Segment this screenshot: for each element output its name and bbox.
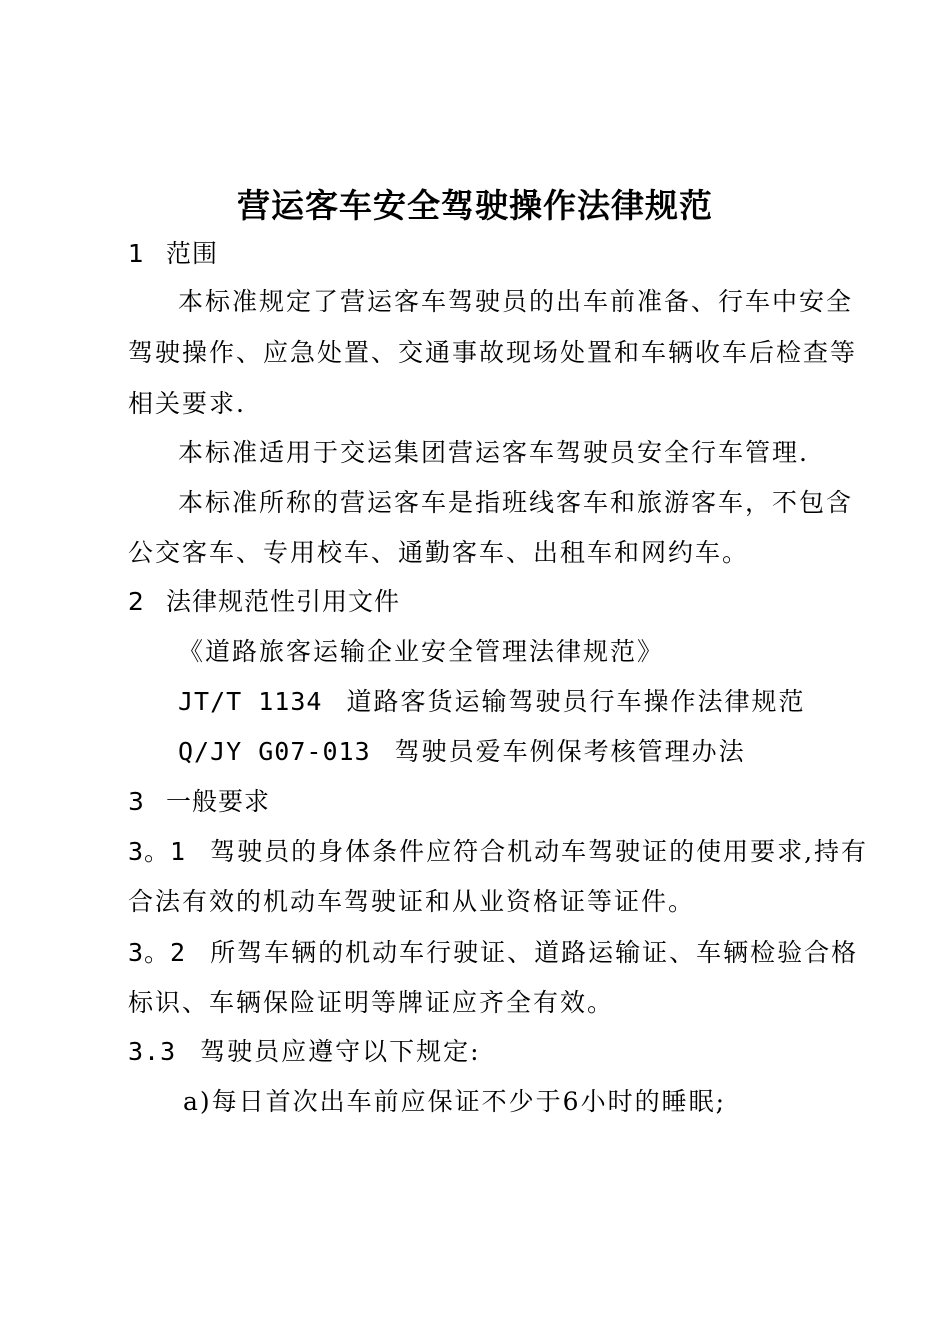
section-title: 范围 [166, 239, 219, 268]
reference-line [178, 736, 746, 768]
section-3-heading [128, 786, 270, 818]
section-number: 1 [128, 239, 145, 268]
reference-code: Q/JY G07-013 [178, 737, 371, 766]
paragraph-line: 本标准所称的营运客车是指班线客车和旅游客车，不包含 [178, 488, 854, 517]
clause-line [128, 836, 868, 868]
paragraph-line: 本标准适用于交运集团营运客车驾驶员安全行车管理. [178, 438, 809, 467]
paragraph-line: 公交客车、专用校车、通勤客车、出租车和网约车。 [128, 538, 750, 567]
reference-line: 《道路旅客运输企业安全管理法律规范》 [178, 637, 665, 666]
list-item: a)每日首次出车前应保证不少于6小时的睡眠; [183, 1087, 726, 1116]
paragraph-line: 相关要求. [128, 389, 246, 418]
paragraph-line: 本标准规定了营运客车驾驶员的出车前准备、行车中安全 [178, 287, 854, 316]
clause-number: 3.3 [128, 1037, 177, 1066]
clause-line [128, 937, 858, 969]
reference-title: 驾驶员爱车例保考核管理办法 [394, 737, 746, 766]
page-title: 营运客车安全驾驶操作法律规范 [237, 186, 713, 225]
section-number: 2 [128, 587, 145, 616]
clause-line [128, 1036, 481, 1068]
clause-line: 标识、车辆保险证明等牌证应齐全有效。 [128, 988, 615, 1017]
paragraph-line: 驾驶操作、应急处置、交通事故现场处置和车辆收车后检查等 [128, 338, 858, 367]
reference-line [178, 686, 805, 718]
clause-line: 合法有效的机动车驾驶证和从业资格证等证件。 [128, 887, 696, 916]
section-2-heading [128, 586, 400, 618]
clause-text: 所驾车辆的机动车行驶证、道路运输证、车辆检验合格 [210, 938, 859, 967]
clause-number: 3。1 [128, 837, 187, 866]
clause-number: 3。2 [128, 938, 187, 967]
section-1-heading [128, 238, 218, 270]
reference-code: JT/T 1134 [178, 687, 323, 716]
reference-title: 道路客货运输驾驶员行车操作法律规范 [346, 687, 806, 716]
section-title: 法律规范性引用文件 [166, 587, 401, 616]
clause-text: 驾驶员应遵守以下规定: [200, 1037, 481, 1066]
section-number: 3 [128, 787, 145, 816]
section-title: 一般要求 [166, 787, 271, 816]
clause-text: 驾驶员的身体条件应符合机动车驾驶证的使用要求,持有 [210, 837, 869, 866]
